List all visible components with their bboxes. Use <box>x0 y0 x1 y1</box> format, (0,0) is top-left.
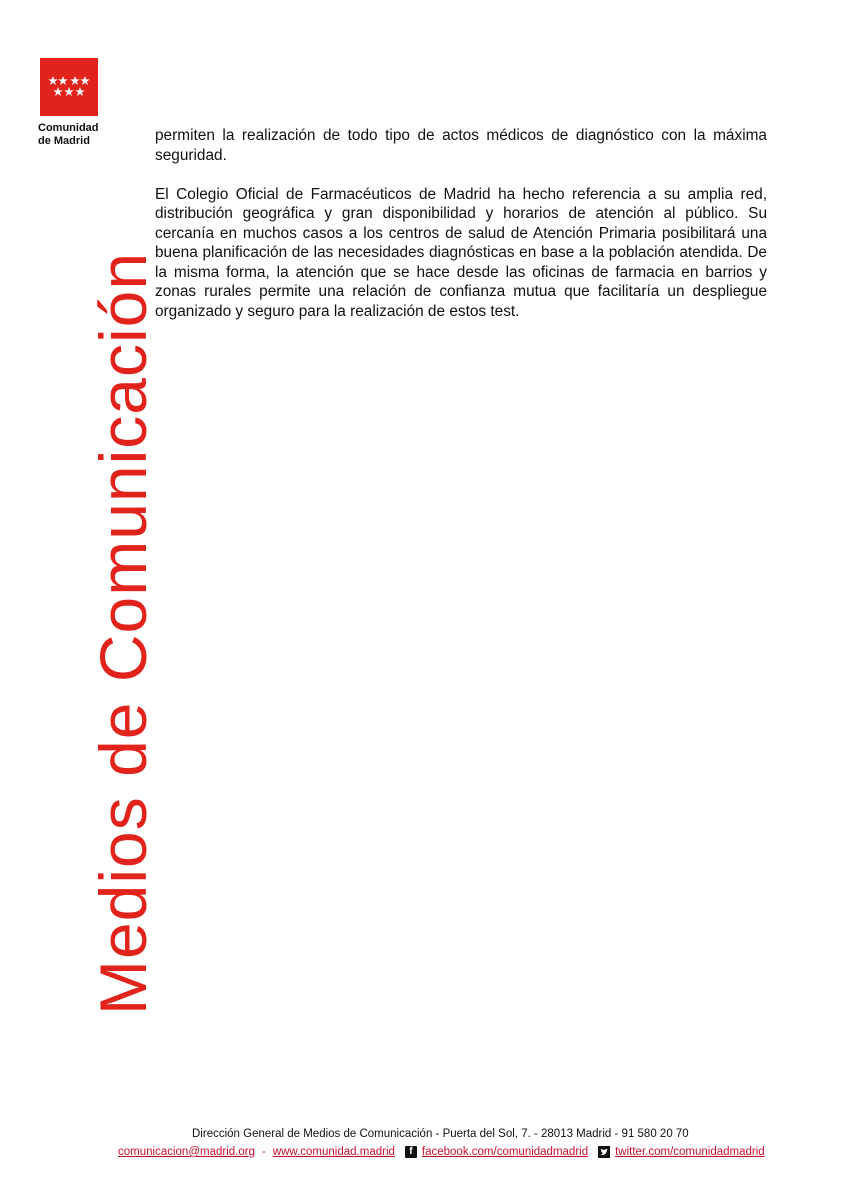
star-icon <box>53 87 63 96</box>
star-icon <box>70 76 80 85</box>
star-icon <box>80 76 90 85</box>
stars-emblem <box>40 58 98 116</box>
logo-line-2: de Madrid <box>38 135 90 147</box>
logo-line-1: Comunidad <box>38 122 99 134</box>
logo-wordmark <box>38 122 118 148</box>
footer-address: Dirección General de Medios de Comunicación - Puerta del Sol, 7. - 28013 Madrid - 91 580 20 70 <box>192 1128 689 1140</box>
paragraph: permiten la realización de todo tipo de actos médicos de diagnóstico con la máxima seguridad. <box>155 127 767 164</box>
side-banner <box>26 170 160 1030</box>
star-icon <box>64 87 74 96</box>
email-link[interactable]: comunicacion@madrid.org <box>118 1146 255 1158</box>
star-icon <box>58 76 68 85</box>
facebook-icon: f <box>405 1146 417 1158</box>
comunidad-madrid-logo-flag <box>40 58 98 116</box>
footer-links <box>118 1145 765 1159</box>
twitter-link[interactable]: twitter.com/comunidadmadrid <box>615 1146 765 1158</box>
website-link[interactable]: www.comunidad.madrid <box>272 1146 395 1158</box>
star-icon <box>48 76 58 85</box>
star-icon <box>75 87 85 96</box>
body-text <box>155 126 767 341</box>
side-title: Medios de Comunicación <box>86 251 160 1015</box>
facebook-link[interactable]: facebook.com/comunidadmadrid <box>421 1146 589 1158</box>
twitter-icon <box>598 1146 610 1158</box>
paragraph: El Colegio Oficial de Farmacéuticos de Madrid ha hecho referencia a su amplia red, distribución geográfica y gran disponibilidad y horarios de atención al público. Su cercanía en muchos casos a los centros de salud de Atención Primaria posibilitará una buena planificación de las necesidades diagnósticas en base a la población atendida. De la misma forma, la atención que se hace desde las oficinas de farmacia en barrios y zonas rurales permite una relación de confianza mutua que facilitaría un despliegue organizado y seguro para la realización de estos test. <box>155 185 767 320</box>
separator: - <box>261 1146 266 1158</box>
